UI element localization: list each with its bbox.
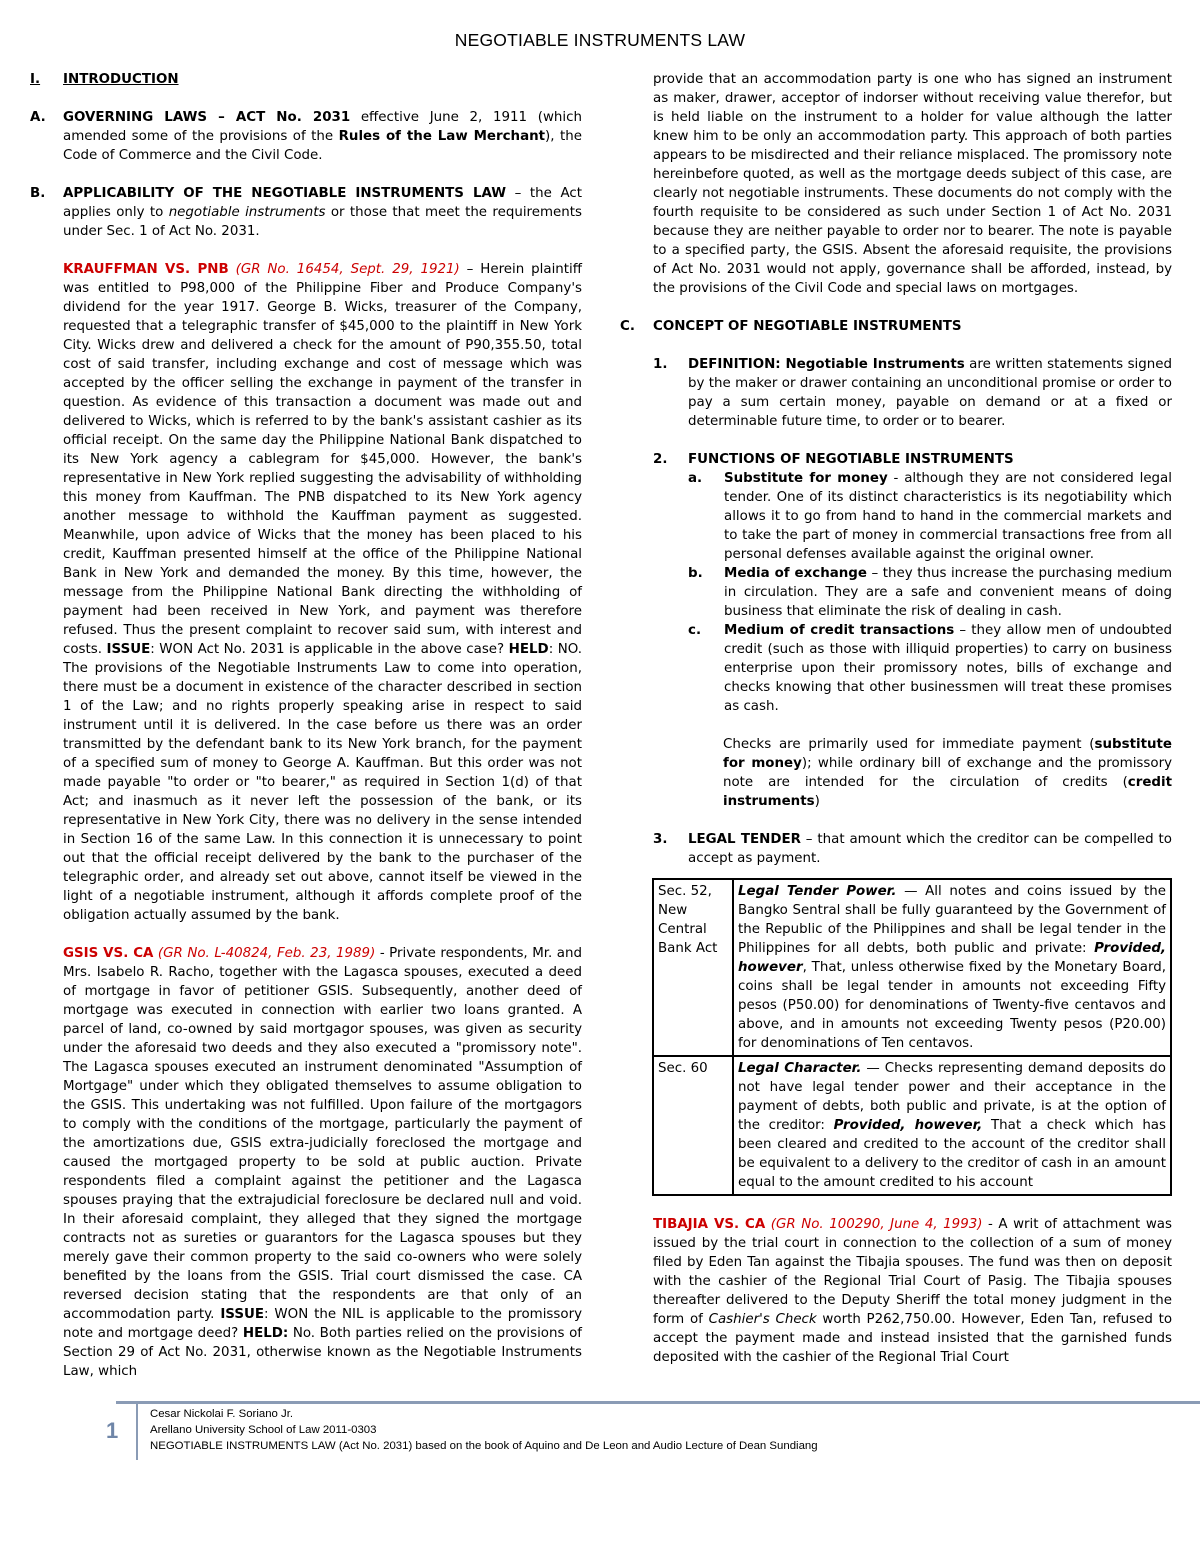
bold-text: credit instruments xyxy=(723,775,1172,809)
text: ); while ordinary bill of exchange and the promissory note are intended for the circulation of credits ( xyxy=(723,756,1172,790)
section-paragraph xyxy=(63,108,582,165)
section-marker: C. xyxy=(620,319,635,334)
provision-title: Legal Character. xyxy=(738,1061,862,1076)
text: – they thus increase the purchasing medium in circulation. They are a safe and convenient means of doing business that eliminate the risk of dealing in cash. xyxy=(724,566,1172,619)
right-column xyxy=(620,70,1172,1367)
case-citation: (GR No. L-40824, Feb. 23, 1989) xyxy=(153,946,376,961)
sub-item-heading: Medium of credit transactions xyxy=(724,623,955,638)
sub-item-heading: Substitute for money xyxy=(724,471,888,486)
section-marker: A. xyxy=(30,110,46,125)
section-marker: B. xyxy=(30,186,46,201)
sub-item-marker: a. xyxy=(688,471,703,486)
section-applicability xyxy=(30,184,582,241)
left-column xyxy=(30,70,582,1381)
case-facts: - Private respondents, Mr. and Mrs. Isabelo R. Racho, together with the Lagasca spouses, executed a deed of mortgage in favor of petitioner GSIS. Subsequently, another deed of mortgage was executed in connection with earlier two loans granted. A parcel of land, co-owned by said mortgagor spouses, was given as security under the aforesaid two deeds and they also executed a "promissory note". The Lagasca spouses executed an instrument denominated "Assumption of Mortgage" under which they obligated themselves to assume obligation to the GSIS. This undertaking was not fulfilled. Upon failure of the mortgagors to comply with the conditions of the mortgage, particularly the payment of the amortizations due, GSIS extra-judicially foreclosed the mortgage and caused the mortgaged property to be sold at public auction. Private respondents filed a complaint against the petitioner and the Lagasca spouses praying that the extrajudicial foreclosure be declared null and void. In their aforesaid complaint, they alleged that they signed the mortgage contracts not as sureties or guarantors for the Lagasca spouses but they merely gave their common property to the said co-owners who were solely benefited by the loans from the GSIS. Trial court dismissed the case. CA reversed decision stating that the respondents are that only of an accommodation party. xyxy=(63,946,583,1322)
text: are written statements signed by the maker or drawer containing an unconditional promise or order to pay a sum certain money, payable on demand or at a fixed or determinable future time, to order or to bearer. xyxy=(688,357,1172,429)
text: Checks are primarily used for immediate payment ( xyxy=(723,737,1095,752)
document-title: NEGOTIABLE INSTRUMENTS LAW xyxy=(454,30,746,50)
function-credit xyxy=(620,621,1172,716)
item-marker: 3. xyxy=(653,832,668,847)
section-heading: APPLICABILITY OF THE NEGOTIABLE INSTRUMENTS LAW xyxy=(63,186,507,201)
table-row xyxy=(653,879,1171,1056)
sub-item-marker: c. xyxy=(688,623,702,638)
case-gsis xyxy=(30,944,582,1381)
item-marker: 1. xyxy=(653,357,668,372)
case-tibajia xyxy=(620,1215,1172,1367)
text: – they allow men of undoubted credit (such as those with illiquid properties) to carry on business enterprise upon their promissory notes, bills of exchange and checks knowing that other businessmen will treat these promises as cash. xyxy=(724,623,1172,714)
text: – that amount which the creditor can be compelled to accept as payment. xyxy=(688,832,1172,866)
text: ) xyxy=(814,794,820,809)
table-cell-section: Sec. 52, New Central Bank Act xyxy=(653,879,733,1056)
item-marker: 2. xyxy=(653,452,668,467)
item-functions xyxy=(620,450,1172,469)
issue-text: : WON Act No. 2031 is applicable in the above case? xyxy=(150,642,509,657)
italic-text: negotiable instruments xyxy=(168,205,326,220)
footer-description: NEGOTIABLE INSTRUMENTS LAW (Act No. 2031) based on the book of Aquino and De Leon and Audio Lecture of Dean Sundiang xyxy=(150,1440,818,1452)
sub-item-heading: Media of exchange xyxy=(724,566,867,581)
issue-label: ISSUE xyxy=(220,1307,265,1322)
text: ), the Code of Commerce and the Civil Code. xyxy=(63,129,582,163)
provision-title: Legal Tender Power. xyxy=(738,884,897,899)
italic-text: Cashier's Check xyxy=(708,1312,817,1327)
item-paragraph xyxy=(688,355,1172,431)
sub-item-paragraph xyxy=(724,469,1172,564)
section-heading: CONCEPT OF NEGOTIABLE INSTRUMENTS xyxy=(653,319,962,334)
held-text: : NO. The provisions of the Negotiable Instruments Law to come into operation, there must be a document in existence of the character described in section 1 of the Law; and no rights properly speaking arise in respect to said instrument until it is delivered. In the case before us there was an order transmitted by the defendant bank to its New York branch, for the payment of a specified sum of money to George A. Kauffman. But this order was not made payable "to order or "to bearer," as required in Section 1(d) of that Act; and inasmuch as it never left the possession of the bank, or its representative in New York City, there was no delivery in the sense intended in Section 16 of the same Law. In this connection it is unnecessary to point out that the official receipt delivered by the bank to the purchaser of the telegraphic order, and already set out above, cannot itself be viewed in the light of a negotiable instrument, although it affords complete proof of the obligation actually assumed by the bank. xyxy=(63,642,582,923)
text: – the Act applies only to xyxy=(63,186,583,220)
case-name: KRAUFFMAN VS. PNB xyxy=(63,262,229,277)
section-paragraph xyxy=(63,184,582,241)
held-text: No. Both parties relied on the provisions of Section 29 of Act No. 2031, otherwise known as the Negotiable Instruments Law, which xyxy=(63,1326,582,1379)
table-row xyxy=(653,1056,1171,1195)
held-label: HELD xyxy=(508,642,549,657)
issue-label: ISSUE xyxy=(106,642,151,657)
bold-text: substitute for money xyxy=(723,737,1172,771)
case-facts: worth P262,750.00. However, Eden Tan, refused to accept the payment made and instead insisted that the garnished funds deposited with the cashier of the Regional Trial Court xyxy=(653,1312,1173,1365)
footer-author: Cesar Nickolai F. Soriano Jr. xyxy=(150,1408,294,1420)
issue-text: : WON the NIL is applicable to the promissory note and mortgage deed? xyxy=(63,1307,582,1341)
bold-text: Rules of the Law Merchant xyxy=(338,129,546,144)
item-paragraph xyxy=(688,830,1172,868)
text: — Checks representing demand deposits do not have legal tender power and their acceptance in the payment of debts, both public and private, is at the option of the creditor: xyxy=(738,1061,1166,1133)
footer-divider xyxy=(116,1401,1200,1404)
text: - although they are not considered legal tender. One of its distinct characteristics is its negotiability which allows it to go from hand to hand in the commercial markets and to take the part of money in commercial transactions free from all personal defenses available against the original owner. xyxy=(724,471,1172,562)
footer xyxy=(150,1406,818,1454)
function-media xyxy=(620,564,1172,621)
checks-note xyxy=(620,735,1172,811)
table-cell-provision xyxy=(733,1056,1171,1195)
footer-school: Arellano University School of Law 2011-0303 xyxy=(150,1424,377,1436)
table-cell-provision xyxy=(733,879,1171,1056)
case-name: GSIS VS. CA xyxy=(63,946,154,961)
sub-item-marker: b. xyxy=(688,566,703,581)
held-label: HELD: xyxy=(242,1326,289,1341)
section-concept xyxy=(620,317,1172,336)
item-heading: LEGAL TENDER xyxy=(688,832,801,847)
case-citation: (GR No. 100290, June 4, 1993) xyxy=(765,1217,983,1232)
section-heading: GOVERNING LAWS – ACT No. 2031 xyxy=(63,110,351,125)
section-governing-laws xyxy=(30,108,582,165)
section-introduction xyxy=(30,70,582,89)
text: or those that meet the requirements under Sec. 1 of Act No. 2031. xyxy=(63,205,582,239)
case-facts: – Herein plaintiff was entitled to P98,000 of the Philippine Fiber and Produce Company's dividend for the year 1917. George B. Wicks, treasurer of the Company, requested that a telegraphic transfer of $45,000 to the plaintiff in New York City. Wicks drew and delivered a check for the amount of P90,355.50, total cost of said transfer, including exchange and cost of message which was accepted by the officer selling the exchange in payment of the transfer in question. As evidence of this transaction a document was made out and delivered to Wicks, which is referred to by the bank's assistant cashier as its official receipt. On the same day the Philippine National Bank dispatched to its New York agency a cablegram for $45,000. However, the bank's representative in New York replied suggesting the advisability of withholding this money from Kauffman. The PNB dispatched to its New York agency another message to withhold the Kauffman payment as suggested. Meanwhile, upon advice of Wicks that the money has been placed to his credit, Kauffman presented himself at the office of the Philippine National Bank in New York and demanded the money. By this time, however, the message from the Philippine National Bank directing the withholding of payment had been received in New York, and payment was therefore refused. Thus the present complaint to recover said sum, with interest and costs. xyxy=(63,262,582,657)
page-number: 1 xyxy=(106,1418,119,1443)
case-citation: (GR No. 16454, Sept. 29, 1921) xyxy=(228,262,460,277)
proviso: Provided, however xyxy=(738,941,1166,975)
case-krauffman xyxy=(30,260,582,925)
proviso: Provided, however, xyxy=(833,1118,983,1133)
legal-tender-table xyxy=(652,878,1172,1196)
item-heading: DEFINITION: Negotiable Instruments xyxy=(688,357,965,372)
case-facts: - A writ of attachment was issued by the trial court in connection to the collection of a sum of money filed by Eden Tan against the Tibajia spouses. The fund was then on deposit with the cashier of the Regional Trial Court of Pasig. The Tibajia spouses thereafter delivered to the Deputy Sheriff the total money judgment in the form of xyxy=(653,1217,1172,1327)
item-legal-tender xyxy=(620,830,1172,868)
item-definition xyxy=(620,355,1172,431)
footer-vertical-divider xyxy=(136,1404,138,1460)
function-substitute xyxy=(620,469,1172,564)
item-heading: FUNCTIONS OF NEGOTIABLE INSTRUMENTS xyxy=(688,452,1014,467)
case-gsis-continued: provide that an accommodation party is one who has signed an instrument as maker, drawer, acceptor of indorser without receiving value therefor, but is held liable on the instrument to a holder for value although the latter knew him to be only an accommodation party. This approach of both parties appears to be misdirected and their reliance misplaced. The promissory note hereinbefore quoted, as well as the mortgage deeds subject of this case, are clearly not negotiable instruments. These documents do not comply with the fourth requisite to be considered as such under Section 1 of Act No. 2031 because they are neither payable to order nor to bearer. The note is payable to a specified party, the GSIS. Absent the aforesaid requisite, the provisions of Act No. 2031 would not apply, governance shall be afforded, instead, by the provisions of the Civil Code and special laws on mortgages. xyxy=(653,72,1172,296)
case-name: TIBAJIA VS. CA xyxy=(653,1217,766,1232)
text: , That, unless otherwise fixed by the Monetary Board, coins shall be legal tender in amounts not exceeding Fifty pesos (P50.00) for denominations of Twenty-five centavos and above, and in amounts not exceeding Twenty pesos (P20.00) for denominations of Ten centavos. xyxy=(738,960,1166,1051)
text: — All notes and coins issued by the Bangko Sentral shall be fully guaranteed by the Government of the Republic of the Philippines and shall be legal tender in the Philippines for all debts, both public and private: xyxy=(738,884,1166,956)
sub-item-paragraph xyxy=(724,621,1172,716)
text: That a check which has been cleared and credited to the account of the creditor shall be equivalent to a delivery to the creditor of cash in an amount equal to the amount credited to his account xyxy=(738,1118,1166,1190)
section-heading: INTRODUCTION xyxy=(63,72,179,87)
sub-item-paragraph xyxy=(724,564,1172,621)
table-cell-section: Sec. 60 xyxy=(653,1056,733,1195)
text: effective June 2, 1911 (which amended some of the provisions of the xyxy=(63,110,582,144)
section-marker: I. xyxy=(30,72,41,87)
